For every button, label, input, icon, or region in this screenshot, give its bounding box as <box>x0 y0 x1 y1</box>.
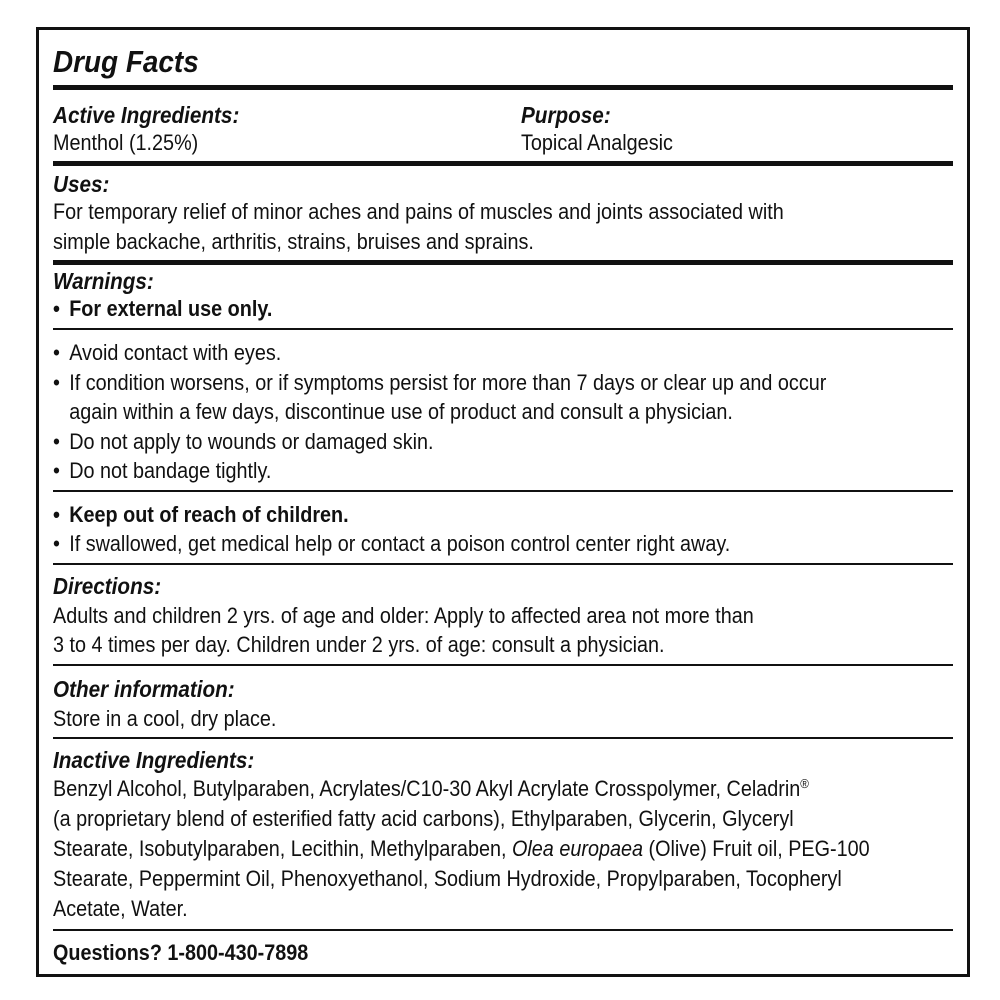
other-information-heading: Other information: <box>53 676 235 702</box>
drug-facts-panel <box>36 27 970 977</box>
inactive-ingredients-line: Stearate, Peppermint Oil, Phenoxyethanol, Sodium Hydroxide, Propylparaben, Tocopheryl <box>53 866 842 891</box>
divider-thin <box>53 664 953 666</box>
drug-facts-content <box>53 30 953 974</box>
divider-thin <box>53 563 953 565</box>
inactive-ingredients-text: Stearate, Isobutylparaben, Lecithin, Methylparaben, <box>53 836 512 861</box>
page-title: Drug Facts <box>53 44 199 79</box>
active-ingredients-heading: Active Ingredients: <box>53 102 240 128</box>
warning-if-swallowed: • If swallowed, get medical help or contact a poison control center right away. <box>53 530 730 558</box>
registered-mark: ® <box>800 776 809 791</box>
warnings-heading: Warnings: <box>53 268 154 294</box>
inactive-ingredients-heading: Inactive Ingredients: <box>53 747 255 773</box>
divider-thick <box>53 85 953 90</box>
warning-item-continued: again within a few days, discontinue use of product and consult a physician. <box>69 399 733 424</box>
warning-item: • If condition worsens, or if symptoms persist for more than 7 days or clear up and occur <box>53 369 826 397</box>
inactive-ingredients-line: Acetate, Water. <box>53 896 188 921</box>
warning-item: • Avoid contact with eyes. <box>53 339 281 367</box>
divider-thin <box>53 490 953 492</box>
divider-thin <box>53 737 953 739</box>
uses-heading: Uses: <box>53 171 110 197</box>
divider-thin <box>53 328 953 330</box>
inactive-ingredients-line <box>53 835 870 863</box>
other-information-text: Store in a cool, dry place. <box>53 706 277 731</box>
active-ingredient-value: Menthol (1.25%) <box>53 130 199 155</box>
divider-thick <box>53 161 953 166</box>
purpose-value: Topical Analgesic <box>521 130 673 155</box>
inactive-ingredients-line <box>53 775 809 803</box>
inactive-ingredients-line: (a proprietary blend of esterified fatty acid carbons), Ethylparaben, Glycerin, Glyceryl <box>53 806 794 831</box>
divider-thin <box>53 929 953 931</box>
warning-keep-from-children: • Keep out of reach of children. <box>53 501 349 529</box>
questions-phone: Questions? 1-800-430-7898 <box>53 940 309 965</box>
warning-item: • Do not apply to wounds or damaged skin. <box>53 428 434 456</box>
divider-thick <box>53 260 953 265</box>
warning-item: • Do not bandage tightly. <box>53 457 271 485</box>
directions-text-line: Adults and children 2 yrs. of age and older: Apply to affected area not more than <box>53 603 754 628</box>
warning-external-use: • For external use only. <box>53 295 272 323</box>
directions-heading: Directions: <box>53 573 162 599</box>
directions-text-line: 3 to 4 times per day. Children under 2 yrs. of age: consult a physician. <box>53 632 665 657</box>
latin-name: Olea europaea <box>512 836 644 861</box>
uses-text-line: For temporary relief of minor aches and pains of muscles and joints associated with <box>53 199 784 224</box>
purpose-heading: Purpose: <box>521 102 611 128</box>
uses-text-line: simple backache, arthritis, strains, bruises and sprains. <box>53 229 534 254</box>
inactive-ingredients-text: (Olive) Fruit oil, PEG-100 <box>643 836 870 861</box>
inactive-ingredients-text: Benzyl Alcohol, Butylparaben, Acrylates/C10-30 Akyl Acrylate Crosspolymer, Celadrin <box>53 776 801 801</box>
